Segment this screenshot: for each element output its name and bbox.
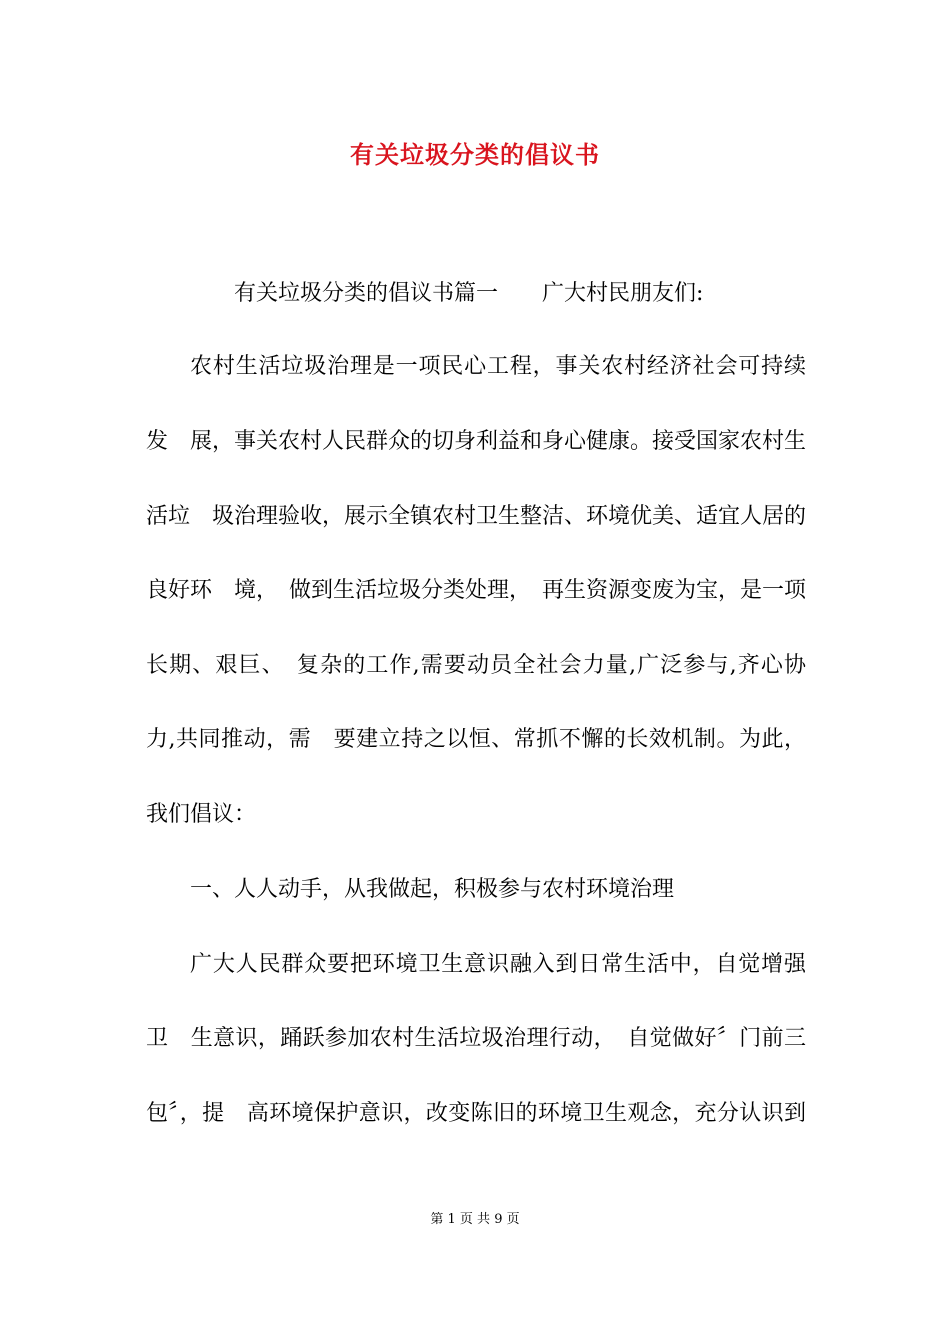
text-line-10: 广大人民群众要把环境卫生意识融入到日常生活中，自觉增强 (190, 952, 806, 977)
text-line-5: 良好环 境， 做到生活垃圾分类处理， 再生资源变废为宝，是一项 (146, 578, 807, 603)
page-footer: 第 1 页 共 9 页 (430, 1212, 520, 1227)
text-line-8: 我们倡议： (146, 802, 257, 827)
text-line-4: 活垃 圾治理验收，展示全镇农村卫生整洁、环境优美、适宜人居的 (146, 504, 807, 529)
text-line-1: 有关垃圾分类的倡议书篇一 广大村民朋友们: (234, 281, 704, 306)
document-title: 有关垃圾分类的倡议书 (350, 140, 600, 169)
text-line-11: 卫 生意识，踊跃参加农村生活垃圾治理行动， 自觉做好〞门前三 (146, 1026, 806, 1051)
text-line-12: 包〞，提 高环境保护意识，改变陈旧的环境卫生观念，充分认识到 (146, 1101, 806, 1126)
text-line-6: 长期、艰巨、 复杂的工作,需要动员全社会力量,广泛参与,齐心协 (146, 653, 806, 678)
text-line-7: 力,共同推动，需 要建立持之以恒、常抓不懈的长效机制。为此， (146, 727, 806, 752)
text-line-2: 农村生活垃圾治理是一项民心工程，事关农村经济社会可持续 (190, 354, 806, 379)
text-line-9: 一、人人动手，从我做起，积极参与农村环境治理 (190, 877, 675, 902)
text-line-3: 发 展，事关农村人民群众的切身利益和身心健康。接受国家农村生 (146, 429, 807, 454)
